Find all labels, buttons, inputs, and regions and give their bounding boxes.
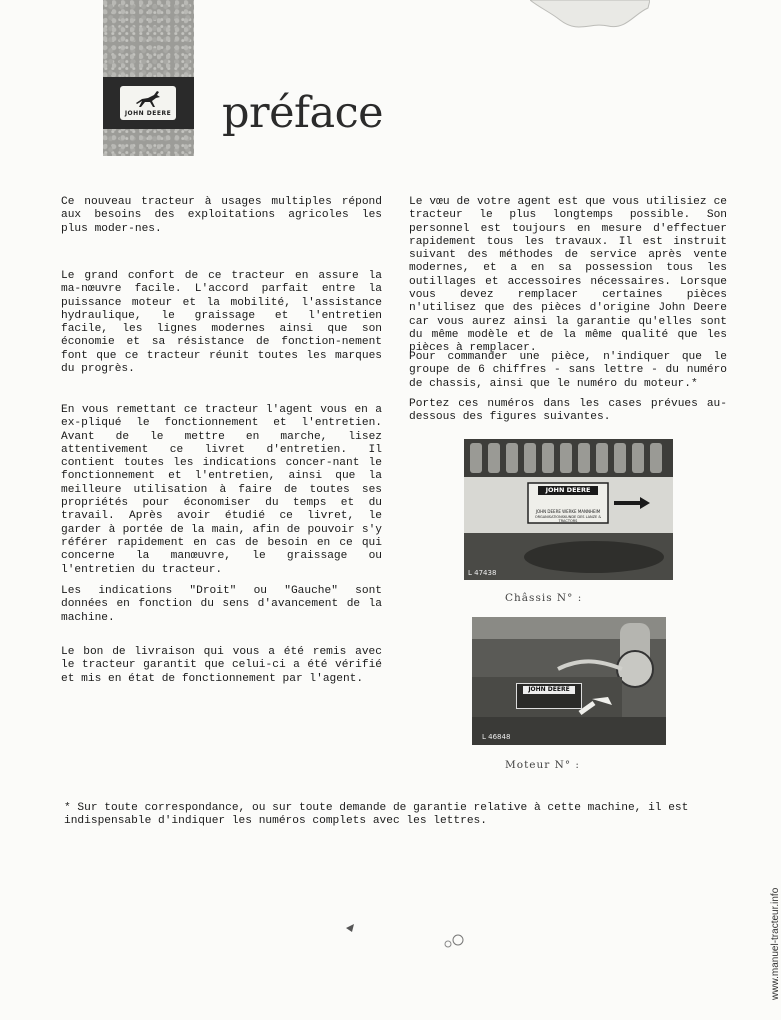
chassis-photo-ref: L 47438 xyxy=(468,569,497,577)
chassis-plate-title: JOHN DEERE xyxy=(538,486,598,495)
left-paragraph-4: Les indications "Droit" ou "Gauche" sont données en fonction du sens d'avancement de la machine. xyxy=(61,585,382,624)
left-paragraph-1: Ce nouveau tracteur à usages multiples répond aux besoins des exploitations agricoles les plus moder-nes. xyxy=(61,196,382,235)
logo-text: JOHN DEERE xyxy=(124,110,172,117)
paper-smudge xyxy=(340,920,470,960)
engine-caption: Moteur N° : xyxy=(505,759,580,771)
left-paragraph-3: En vous remettant ce tracteur l'agent vous en a ex-pliqué le fonctionnement et l'entretien. Avant de le mettre en marche, lisez attentivement ce livret d'entretien. Il contient toutes les indications concer-nant le fonctionnement et l'entretien, ainsi que la meilleure utilisation à faire de toutes ses propriétés pour économiser du temps et du travail. Après avoir étudié ce livret, le garder à portée de la main, afin de pouvoir s'y référer rapidement en cas de besoin en ce qui concerne la manœuvre, le graissage ou l'entretien du tracteur. xyxy=(61,404,382,576)
side-url: www.manuel-tracteur.info xyxy=(770,887,781,1000)
chassis-photo xyxy=(464,439,673,580)
engine-plate-title: JOHN DEERE xyxy=(523,686,575,694)
right-paragraph-3: Portez ces numéros dans les cases prévues au-dessous des figures suivantes. xyxy=(409,398,727,424)
left-paragraph-5: Le bon de livraison qui vous a été remis avec le tracteur garantit que celui-ci a été vérifié et mis en état de fonctionnement par l'agent. xyxy=(61,646,382,685)
chassis-plate-line1: JOHN DEERE WERKE MANNHEIM xyxy=(535,509,601,514)
chassis-plate-line2: ORGANISATIONSKUNDE DES LANZE & TRACTORS xyxy=(534,515,602,523)
chassis-plate xyxy=(528,483,608,523)
john-deere-logo xyxy=(103,0,194,156)
chassis-caption: Châssis N° : xyxy=(505,592,583,604)
deer-icon xyxy=(134,89,162,109)
engine-photo xyxy=(472,617,666,745)
engine-photo-drawing xyxy=(472,617,666,745)
right-paragraph-1: Le vœu de votre agent est que vous utilisiez ce tracteur le plus longtemps possible. Son personnel est toujours en mesure d'effectuer rapidement tous les travaux. Il est instruit suivant des méthodes de service après vente modernes, et a en sa possession tous les outillages et accessoires nécessaires. Lorsque vous devez remplacer certaines pièces n'utilisez que des pièces d'origine John Deere car vous aurez ainsi la garantie qu'elles sont du même modèle et de la même qualité que les pièces à remplacer. xyxy=(409,196,727,355)
right-paragraph-2: Pour commander une pièce, n'indiquer que le groupe de 6 chiffres - sans lettre - du numéro de chassis, ainsi que le numéro du moteur.* xyxy=(409,351,727,390)
logo-band xyxy=(103,77,194,129)
engine-photo-ref: L 46848 xyxy=(482,733,511,741)
footnote: * Sur toute correspondance, ou sur toute demande de garantie relative à cette machine, il est indispensable d'indiquer les numéros complets avec les lettres. xyxy=(64,802,689,828)
paper-tear xyxy=(530,0,650,34)
logo-badge xyxy=(120,86,176,120)
left-paragraph-2: Le grand confort de ce tracteur en assure la ma-nœuvre facile. L'accord parfait entre la puissance moteur et la mobilité, l'assistance hydraulique, le graissage et l'entretien facile, les lignes modernes ainsi que son économie et sa résistance de fonction-nement font que ce tracteur réunit toutes les marques du progrès. xyxy=(61,270,382,376)
page-title: préface xyxy=(222,88,384,138)
engine-plate xyxy=(516,683,582,709)
